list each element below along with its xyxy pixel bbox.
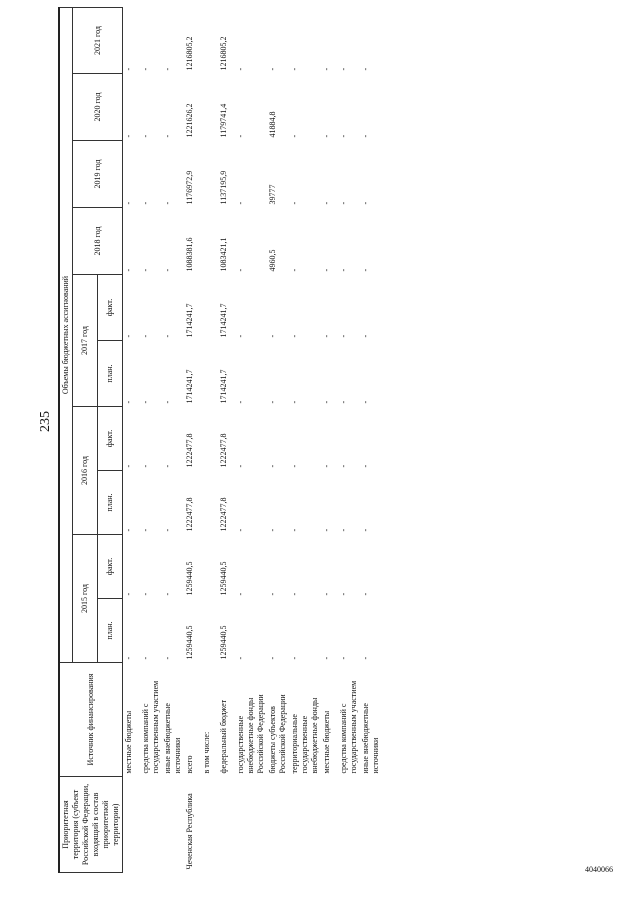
value-cell: - (290, 268, 299, 272)
value-cell: - (290, 334, 299, 338)
value-cell: - (339, 334, 348, 338)
value-cell (201, 341, 218, 407)
value-cell: - (322, 464, 331, 468)
value-cell: - (268, 334, 277, 338)
value-cell: 41884,8 (268, 111, 277, 138)
value-cell: 4960,5 (268, 249, 277, 272)
table-row (162, 7, 184, 872)
value-cell: - (163, 134, 172, 138)
value-cell: - (163, 67, 172, 71)
value-cell: - (290, 464, 299, 468)
value-cell: - (322, 67, 331, 71)
value-cell: - (124, 592, 133, 596)
value-cell: - (124, 334, 133, 338)
header-year-2020: 2020 год (73, 74, 123, 141)
value-cell: - (141, 400, 150, 404)
value-cell (201, 7, 218, 73)
value-cell: 1714241,7 (185, 369, 194, 404)
value-cell: - (322, 528, 331, 532)
value-cell: - (268, 528, 277, 532)
value-cell: - (339, 592, 348, 596)
territory-cell (140, 777, 162, 873)
value-cell: - (322, 400, 331, 404)
value-cell: - (124, 201, 133, 205)
header-plan: план. (98, 599, 123, 663)
value-cell (201, 74, 218, 141)
value-cell: - (236, 656, 245, 660)
source-cell: бюджеты субъектов Российской Федерации (268, 694, 287, 774)
value-cell: - (268, 464, 277, 468)
value-cell: 1216805,2 (185, 36, 194, 71)
territory-cell (338, 777, 360, 873)
value-cell: - (339, 67, 348, 71)
value-cell (201, 407, 218, 471)
value-cell: - (361, 528, 370, 532)
value-cell: - (361, 592, 370, 596)
value-cell (201, 471, 218, 535)
value-cell (201, 208, 218, 275)
value-cell: - (124, 656, 133, 660)
value-cell: - (236, 400, 245, 404)
value-cell: - (339, 400, 348, 404)
territory-cell (201, 777, 218, 873)
value-cell: 1083421,1 (219, 237, 228, 272)
value-cell: 1179741,4 (219, 103, 228, 138)
value-cell: - (163, 528, 172, 532)
source-cell: местные бюджеты (322, 710, 331, 774)
header-source: Источник финансирования (59, 663, 123, 777)
value-cell: - (322, 592, 331, 596)
value-cell: - (236, 67, 245, 71)
value-cell: - (236, 268, 245, 272)
rotated-table-container (58, 8, 588, 873)
value-cell: - (339, 201, 348, 205)
header-year-2015: 2015 год (73, 535, 98, 663)
value-cell (201, 141, 218, 208)
value-cell: - (339, 268, 348, 272)
value-cell: - (361, 656, 370, 660)
header-plan: план. (98, 341, 123, 407)
value-cell: - (124, 400, 133, 404)
value-cell: - (236, 134, 245, 138)
table-row (184, 7, 201, 872)
value-cell: 1259440,5 (219, 561, 228, 596)
value-cell: 1259440,5 (219, 625, 228, 660)
source-cell: федеральный бюджет (219, 699, 228, 774)
value-cell: - (322, 268, 331, 272)
source-cell: средства компаний с государственным участием (339, 680, 358, 774)
source-cell: в том числе: (202, 731, 211, 774)
value-cell: - (339, 528, 348, 532)
header-year-2016: 2016 год (73, 407, 98, 535)
value-cell: - (124, 134, 133, 138)
source-cell: местные бюджеты (124, 710, 133, 774)
header-year-2019: 2019 год (73, 141, 123, 208)
value-cell: 1714241,7 (219, 369, 228, 404)
table-row (267, 7, 289, 872)
value-cell (201, 275, 218, 341)
value-cell: - (339, 134, 348, 138)
territory-cell: Чеченская Республика (185, 793, 194, 870)
page-number: 235 (38, 411, 53, 432)
value-cell: - (339, 656, 348, 660)
territory-cell (235, 777, 267, 873)
source-cell: иные внебюджетные источники (163, 703, 182, 774)
value-cell: - (236, 334, 245, 338)
value-cell: - (361, 334, 370, 338)
value-cell: 1137195,9 (219, 170, 228, 205)
source-cell: иные внебюджетные источники (361, 703, 380, 774)
value-cell: - (163, 334, 172, 338)
territory-cell (360, 777, 382, 873)
header-fact: факт. (98, 407, 123, 471)
table-row (235, 7, 267, 872)
value-cell: - (268, 400, 277, 404)
value-cell: - (236, 592, 245, 596)
table-row (338, 7, 360, 872)
value-cell: - (236, 201, 245, 205)
header-year-2021: 2021 год (73, 7, 123, 73)
table-row (140, 7, 162, 872)
source-cell: государственные внебюджетные фонды Российской Федерации (236, 694, 265, 774)
value-cell: - (236, 528, 245, 532)
value-cell: 39777 (268, 184, 277, 205)
value-cell: - (290, 67, 299, 71)
value-cell: - (322, 334, 331, 338)
table-row (321, 7, 338, 872)
value-cell: 1259440,5 (185, 625, 194, 660)
value-cell: - (141, 201, 150, 205)
header-fact: факт. (98, 275, 123, 341)
value-cell: - (163, 656, 172, 660)
source-cell: всего (185, 755, 194, 774)
table-row (218, 7, 235, 872)
value-cell: - (268, 592, 277, 596)
value-cell: - (141, 656, 150, 660)
value-cell: - (290, 400, 299, 404)
value-cell: - (339, 464, 348, 468)
territory-cell (162, 777, 184, 873)
value-cell: - (141, 67, 150, 71)
value-cell (201, 599, 218, 663)
value-cell: 1714241,7 (219, 303, 228, 338)
header-fact: факт. (98, 535, 123, 599)
territory-cell (289, 777, 321, 873)
value-cell: - (268, 67, 277, 71)
table-row (201, 7, 218, 872)
value-cell: 1222477,8 (219, 433, 228, 468)
value-cell: - (141, 528, 150, 532)
value-cell: - (124, 67, 133, 71)
value-cell: - (361, 201, 370, 205)
value-cell: - (268, 656, 277, 660)
territory-cell (218, 777, 235, 873)
budget-table (58, 7, 382, 873)
value-cell: - (124, 464, 133, 468)
value-cell: - (141, 134, 150, 138)
document-code: 4040066 (585, 865, 613, 874)
header-plan: план. (98, 471, 123, 535)
value-cell: 1259440,5 (185, 561, 194, 596)
source-cell: территориальные государственные внебюджетные фонды (290, 697, 319, 774)
value-cell: 1088381,6 (185, 237, 194, 272)
value-cell: - (141, 334, 150, 338)
value-cell: - (290, 134, 299, 138)
value-cell: - (141, 268, 150, 272)
value-cell: 1222477,8 (219, 497, 228, 532)
header-volumes: Объемы бюджетных ассигнований (59, 7, 73, 662)
value-cell: - (163, 464, 172, 468)
value-cell: - (163, 592, 172, 596)
value-cell: - (361, 464, 370, 468)
value-cell: - (163, 400, 172, 404)
value-cell: - (361, 67, 370, 71)
value-cell: 1222477,8 (185, 433, 194, 468)
value-cell: - (141, 464, 150, 468)
value-cell: - (163, 201, 172, 205)
header-year-2018: 2018 год (73, 208, 123, 275)
value-cell: - (361, 268, 370, 272)
value-cell: - (124, 528, 133, 532)
value-cell: - (124, 268, 133, 272)
territory-cell (321, 777, 338, 873)
value-cell: - (290, 201, 299, 205)
territory-cell (123, 777, 141, 873)
table-row (289, 7, 321, 872)
value-cell: 1714241,7 (185, 303, 194, 338)
value-cell: - (361, 134, 370, 138)
value-cell (201, 535, 218, 599)
value-cell: - (163, 268, 172, 272)
value-cell: - (236, 464, 245, 468)
table-row (123, 7, 141, 872)
value-cell: 1221626,2 (185, 103, 194, 138)
source-cell: средства компаний с государственным участием (141, 680, 160, 774)
value-cell: 1222477,8 (185, 497, 194, 532)
header-year-2017: 2017 год (73, 275, 98, 407)
value-cell: 1176972,9 (185, 170, 194, 205)
value-cell: - (141, 592, 150, 596)
value-cell: - (322, 656, 331, 660)
value-cell: - (322, 201, 331, 205)
value-cell: 1216805,2 (219, 36, 228, 71)
value-cell: - (361, 400, 370, 404)
value-cell: - (322, 134, 331, 138)
territory-cell (267, 777, 289, 873)
value-cell: - (290, 656, 299, 660)
value-cell: - (290, 592, 299, 596)
header-territory: Приоритетная территория (субъект Российской Федерации, входящий в состав приоритетной территории) (59, 777, 123, 873)
value-cell: - (290, 528, 299, 532)
table-body (123, 7, 383, 872)
table-row (360, 7, 382, 872)
